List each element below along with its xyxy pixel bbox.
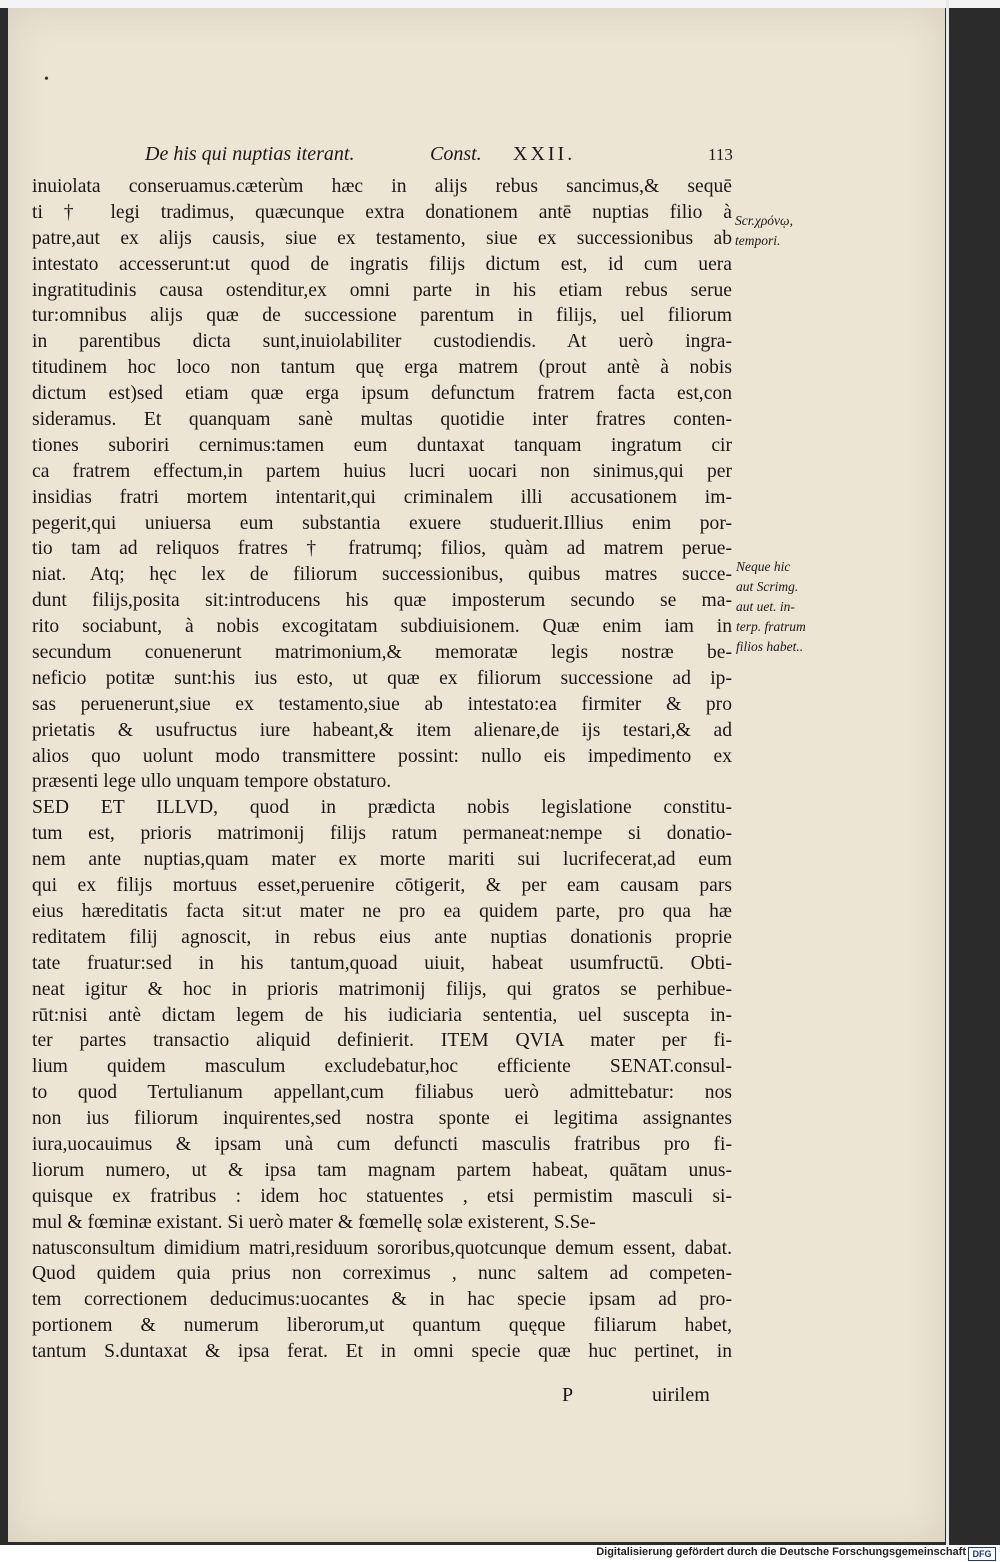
text-line: portionem & numerum liberorum,ut quantum quęque filiarum habet, (32, 1315, 732, 1337)
text-line: mul & fœminæ existant. Si uerò mater & fœmellę solæ existerent, S.Se- (32, 1211, 596, 1233)
text-line: inuiolata conseruamus.cæterùm hæc in alijs rebus sancimus,& sequē (32, 176, 732, 197)
top-frame-strip (0, 0, 1000, 8)
margin-note-line: tempori. (735, 233, 781, 248)
text-line: lium quidem masculum excludebatur,hoc efficiente SENAT.consul- (32, 1056, 732, 1078)
signature-mark: P (562, 1384, 574, 1406)
text-line: dictum est)sed etiam quæ erga ipsum defunctum fratrem facta est,con (32, 383, 732, 405)
text-line: tate fruatur:sed in his tantum,quoad uiuit, habeat usumfructū. Obti- (32, 952, 732, 974)
text-line: secundum conuenerunt matrimonium,& memoratæ legis nostræ be- (32, 642, 732, 664)
text-line: tum est, prioris matrimonij filijs ratum permaneat:nempe si donatio- (32, 823, 732, 845)
text-line: sideramus. Et quanquam sanè multas quotidie inter fratres conten- (32, 409, 732, 431)
text-line: ter partes transactio aliquid definierit. ITEM QVIA mater per fi- (32, 1030, 732, 1052)
margin-note-2 (736, 557, 806, 657)
margin-note-line: aut uet. in- (736, 599, 795, 614)
margin-note-line: aut Scrimg. (736, 579, 799, 594)
margin-note-1 (735, 211, 793, 251)
text-line: ingratitudinis causa ostenditur,ex omni parte in his etiam rebus serue (32, 279, 732, 301)
text-line: tantum S.duntaxat & ipsa ferat. Et in omni specie quæ huc pertinet, in (32, 1341, 732, 1363)
margin-note-line: filios habet.. (736, 639, 804, 654)
text-line: nem ante nuptias,quam mater ex morte mariti sui lucrifecerat,ad eum (32, 849, 732, 871)
text-line: titudinem hoc loco non tantum quę erga matrem (prout antè à nobis (32, 357, 732, 379)
text-line: pegerit,qui uniuersa eum substantia exuere studuerit.Illius enim por- (32, 512, 732, 534)
text-line: dunt filijs,posita sit:introducens his quæ imposterum secundo se ma- (32, 590, 732, 612)
text-line: tio tam ad reliquos fratres † fratrumq; filios, quàm ad matrem perue- (32, 538, 732, 560)
text-line: natusconsultum dimidium matri,residuum sororibus,quotcunque demum essent, dabat. (32, 1237, 732, 1259)
text-line: patre,aut ex alijs causis, siue ex testamento, siue ex successionibus ab (32, 227, 732, 249)
text-line: iura,uocauimus & ipsam unà cum defuncti masculis fratribus pro fi- (32, 1133, 732, 1155)
text-line: niat. Atq; hęc lex de filiorum successionibus, quibus matres succe- (32, 564, 732, 586)
dfg-logo: DFG (968, 1547, 996, 1561)
text-line: Quod quidem quia prius non correximus , nunc saltem ad competen- (32, 1263, 732, 1285)
text-line: præsenti lege ullo unquam tempore obstaturo. (32, 771, 392, 793)
margin-note-line: terp. fratrum (736, 619, 806, 634)
text-line: tem correctionem deducimus:uocantes & in hac specie ipsam ad pro- (32, 1289, 732, 1311)
text-line: qui ex filijs mortuus esset,peruenire cōtigerit, & per eam causam pars (32, 875, 732, 897)
funding-credit: Digitalisierung gefördert durch die Deutsche Forschungsgemeinschaft (596, 1546, 966, 1558)
text-line: neficio potitæ sunt:his ius esto, ut quæ ex filiorum successione ad ip- (32, 667, 732, 689)
text-line: insidias fratri mortem intentarit,qui criminalem illi accusationem im- (32, 486, 732, 508)
text-line: ca fratrem effectum,in partem huius lucri uocari non sinimus,qui per (32, 460, 732, 482)
page-mark: • (44, 72, 49, 87)
margin-note-line: Neque hic (736, 559, 791, 574)
running-head-title: De his qui nuptias iterant. (145, 143, 355, 165)
margin-note-line: Scr.χρόνῳ, (735, 213, 793, 228)
page-number: 113 (708, 145, 733, 164)
text-line: intestato accesserunt:ut quod de ingratis filijs dictum est, id cum uera (32, 253, 732, 275)
text-line: rūt:nisi antè dictam legem de his iudiciaria sententia, uel suscepta in- (32, 1004, 732, 1026)
text-line: to quod Tertulianum appellant,cum filiabus uerò admittebatur: nos (32, 1082, 732, 1104)
text-line: SED ET ILLVD, quod in prædicta nobis legislatione constitu- (32, 797, 732, 819)
running-head-const: Const. (430, 143, 482, 165)
text-line: liorum numero, ut & ipsa tam magnam partem habeat, quātam unus- (32, 1159, 732, 1181)
text-line: quisque ex fratribus : idem hoc statuentes , etsi permistim masculi si- (32, 1185, 732, 1207)
text-line: non ius filiorum inquirentes,sed nostra sponte ei legitima assignantes (32, 1108, 732, 1130)
running-head-number: XXII. (513, 143, 576, 165)
text-line: in parentibus dicta sunt,inuiolabiliter custodiendis. At uerò ingra- (32, 331, 732, 353)
text-line: prietatis & usufructus iure habeant,& item alienare,de ijs testari,& ad (32, 719, 732, 741)
text-line: reditatem filij agnoscit, in rebus eius ante nuptias donationis proprie (32, 926, 732, 948)
catchword: uirilem (652, 1384, 710, 1406)
page-edge (946, 0, 949, 1545)
running-head (145, 143, 745, 169)
text-line: alios quo uolunt modo transmittere possint: nullo eis impedimento ex (32, 745, 732, 767)
body-text (32, 174, 732, 1365)
text-line: tur:omnibus alijs quæ de successione parentum in filijs, uel filiorum (32, 305, 732, 327)
text-line: tiones suboriri cernimus:tamen eum duntaxat tanquam ingratum cir (32, 434, 732, 456)
text-line: eius hæreditatis facta sit:ut mater ne pro ea quidem parte, pro qua hæ (32, 900, 732, 922)
text-line: ti † legi tradimus, quæcunque extra donationem antē nuptias filio à (32, 201, 732, 223)
text-line: sas peruenerunt,siue ex testamento,siue ab intestato:ea firmiter & pro (32, 693, 732, 715)
text-line: neat igitur & hoc in prioris matrimonij filijs, qui gratos se perhibue- (32, 978, 732, 1000)
text-line: rito sociabunt, à nobis excogitatam subdiuisionem. Quæ enim iam in (32, 616, 732, 638)
